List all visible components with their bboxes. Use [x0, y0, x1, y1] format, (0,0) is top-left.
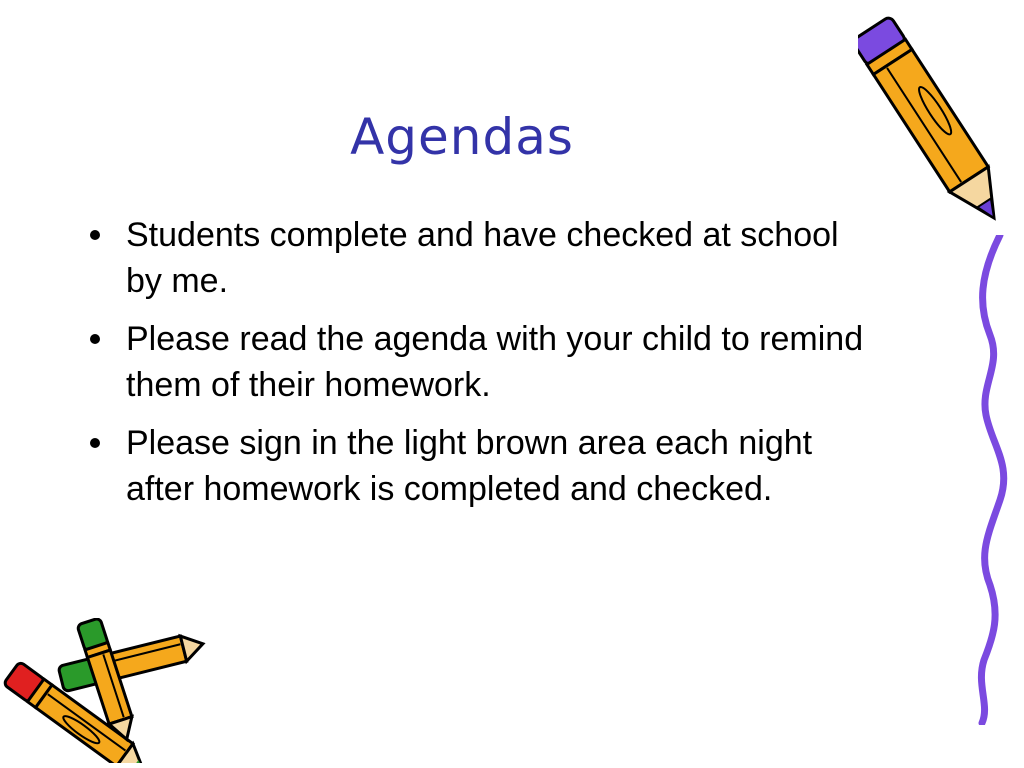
bullet-list	[86, 212, 876, 524]
bullet-dot-icon	[90, 438, 100, 448]
squiggle-line-icon	[960, 235, 1024, 725]
pencils-bottom-left-icon	[0, 618, 210, 763]
bullet-text: Please sign in the light brown area each night after homework is completed and checked.	[126, 424, 813, 508]
slide-title: Agendas	[350, 108, 574, 166]
bullet-dot-icon	[90, 334, 100, 344]
bullet-item	[86, 316, 876, 408]
bullet-dot-icon	[90, 230, 100, 240]
bullet-item	[86, 212, 876, 304]
bullet-text: Students complete and have checked at school by me.	[126, 216, 839, 300]
bullet-text: Please read the agenda with your child to remind them of their homework.	[126, 320, 864, 404]
bullet-item	[86, 420, 876, 512]
